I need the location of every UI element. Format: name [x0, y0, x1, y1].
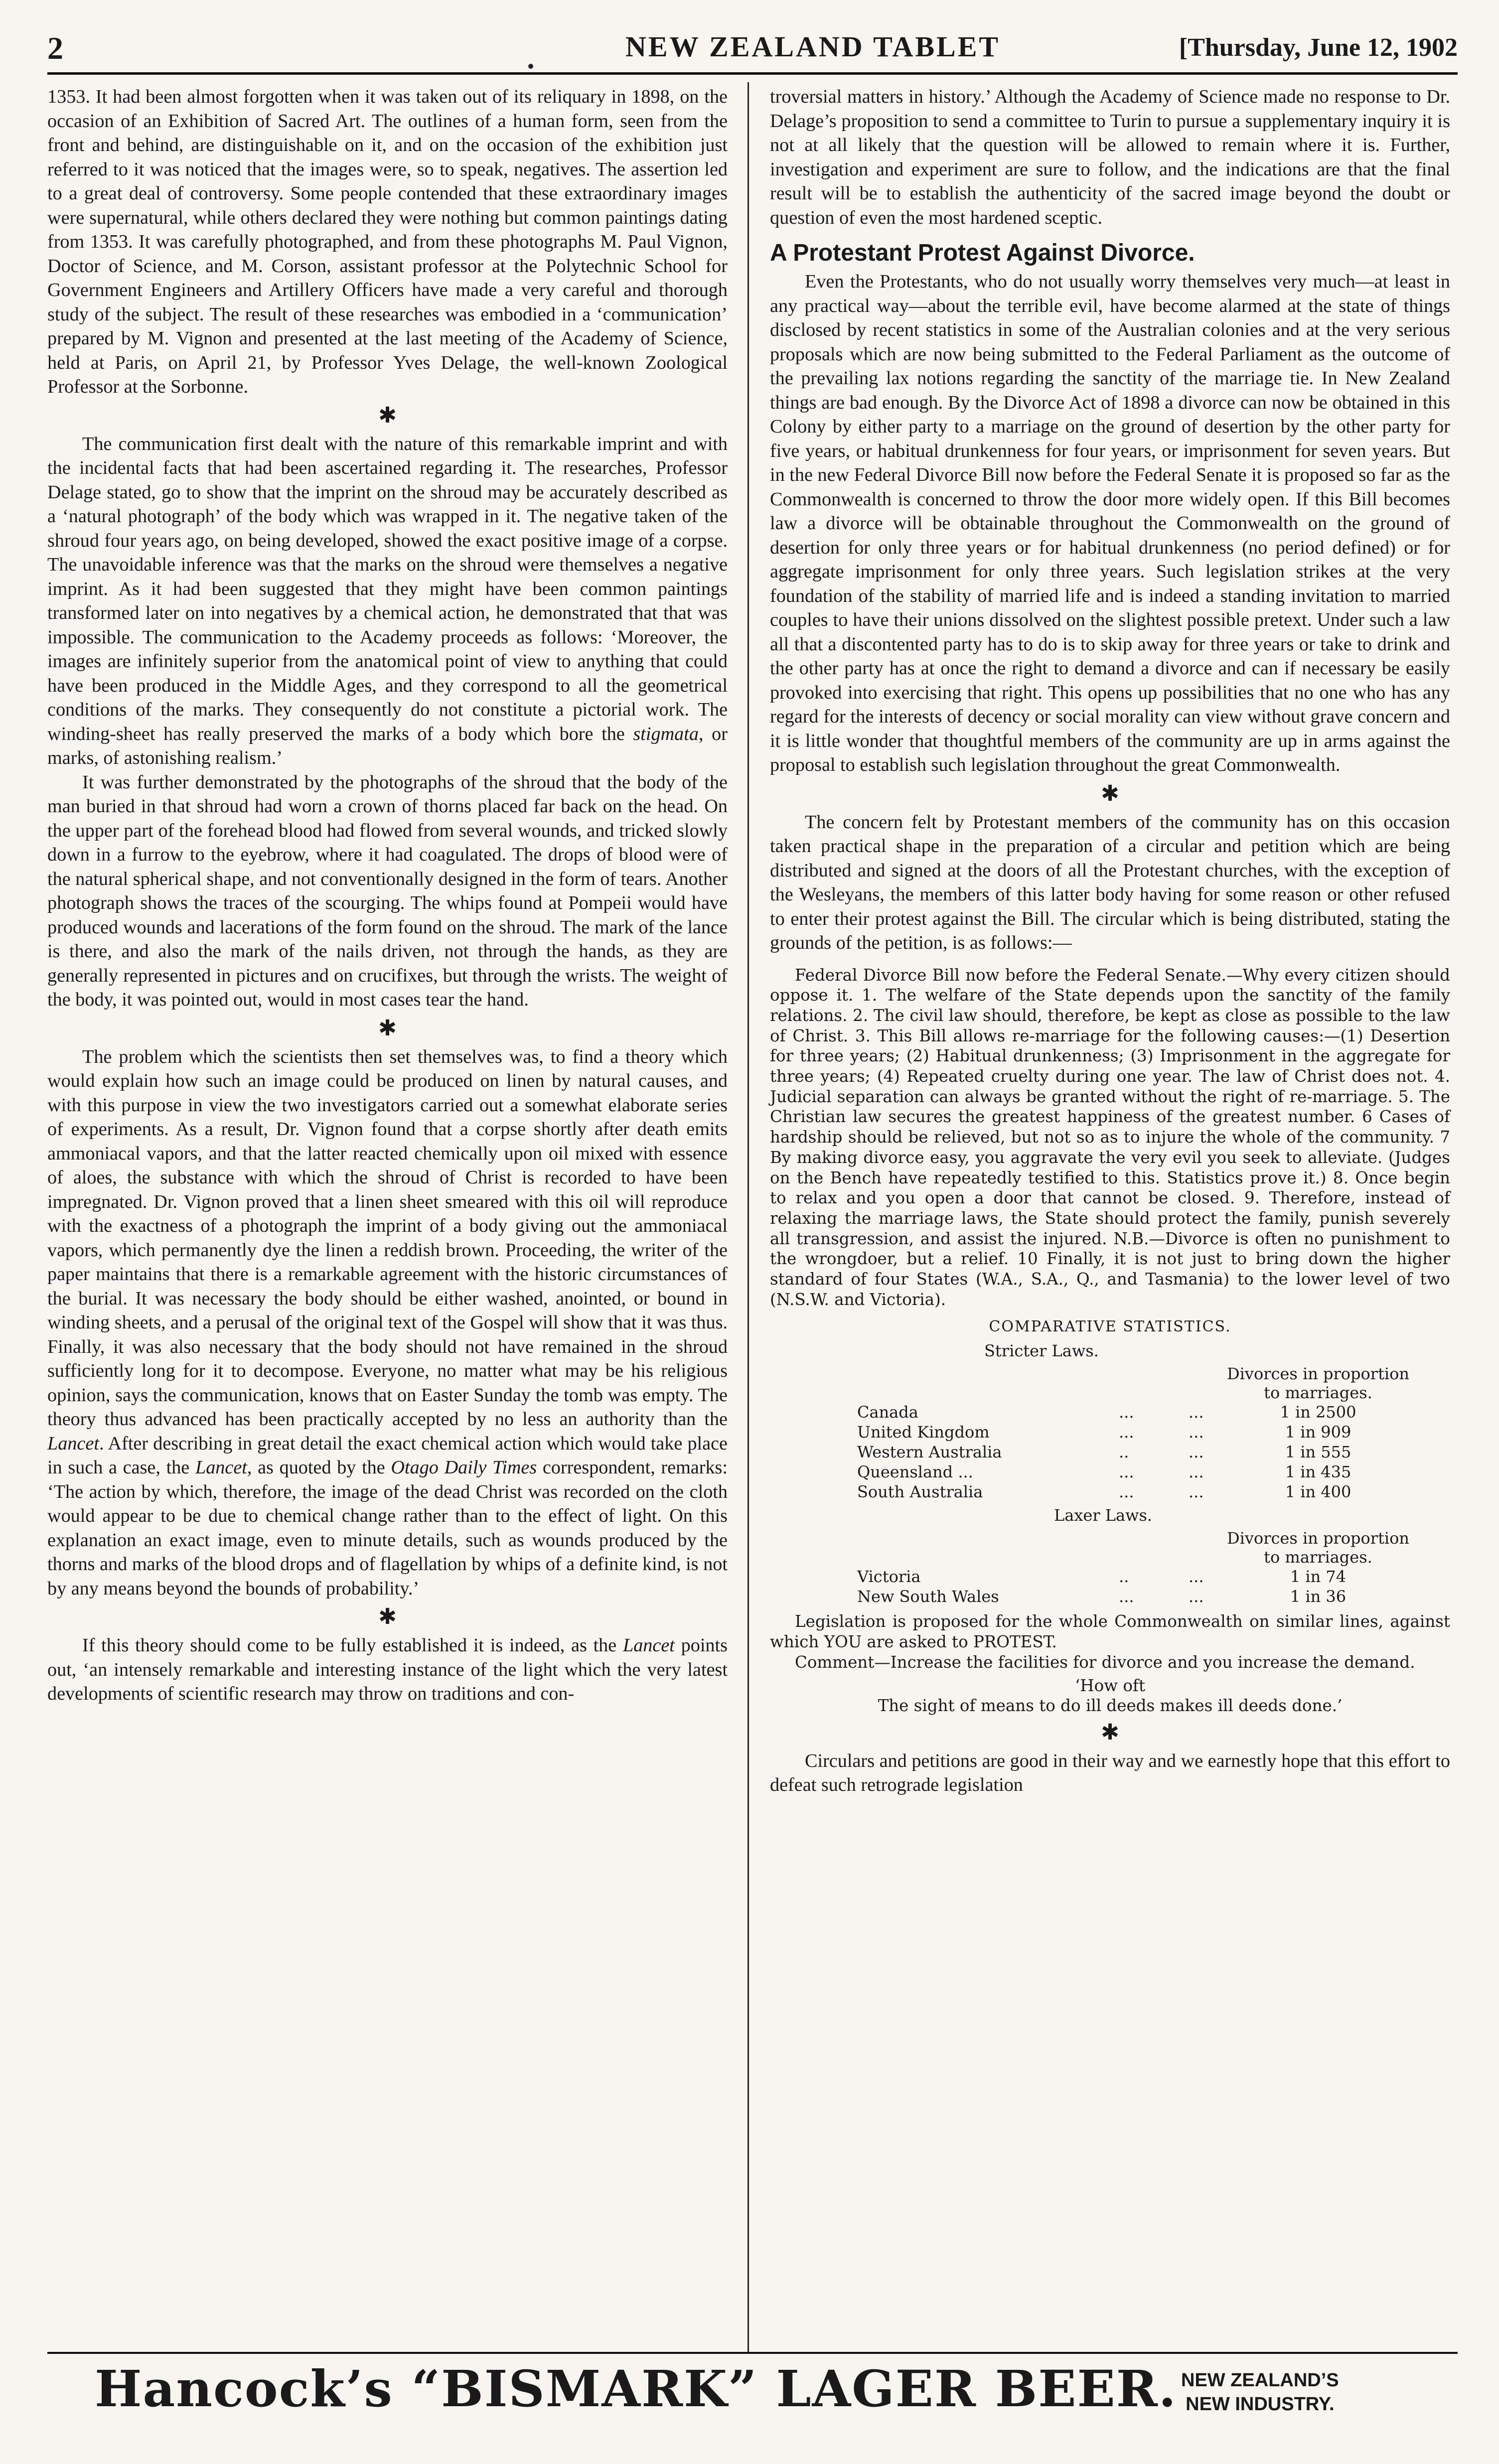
stats-dots: ... — [1189, 1443, 1204, 1462]
emphasis: Lancet — [195, 1457, 247, 1478]
laxer-rows — [770, 1567, 1450, 1606]
stats-ratio: 1 in 555 — [1285, 1443, 1351, 1462]
after-stats-1: Legislation is proposed for the whole Commonwealth on similar lines, against which YOU are asked to PROTEST. — [770, 1612, 1450, 1652]
left-paragraph-1: 1353. It had been almost forgotten when it was taken out of its reliquary in 1898, on the occasion of an Exhibition of Sacred Art. The outlines of a human form, seen from the front and behind, are distinguishable on it, and on the occasion of the exhibition just referred to it was noticed that the images were, so to speak, negatives. The assertion led to a great deal of controversy. Some people contended that these extraordinary images were supernatural, while others declared they were nothing but common paintings dating from 1353. It was carefully photographed, and from these photographs M. Paul Vignon, Doctor of Science, and M. Corson, assistant professor at the Polytechnic School for Government Engineers and Artillery Officers have made a very careful and thorough study of the subject. The result of these researches was embodied in a ‘communication’ prepared by M. Vignon and presented at the last meeting of the Academy of Science, held at Paris, on April 21, by Professor Yves Delage, the well-known Zoological Professor at the Sorbonne. — [47, 86, 728, 397]
page-number: 2 — [47, 30, 63, 66]
stats-dots: ... — [1119, 1423, 1134, 1442]
issue-date: [Thursday, June 12, 1902 — [1179, 33, 1458, 62]
advertisement-tagline: NEW ZEALAND’S NEW INDUSTRY. — [1181, 2370, 1339, 2415]
page-header — [47, 30, 1458, 85]
stats-dots: ... — [1119, 1587, 1134, 1606]
emphasis: Lancet — [622, 1635, 675, 1656]
stats-row — [770, 1482, 1450, 1502]
laxer-laws-label: Laxer Laws. — [1054, 1506, 1153, 1525]
stats-dots: ... — [1189, 1567, 1204, 1587]
stats-ratio: 1 in 435 — [1285, 1462, 1351, 1482]
stats-dots: ... — [1119, 1403, 1134, 1422]
right-paragraph-2: Even the Protestants, who do not usually worry themselves very much—at least in any practical way—about the terrible evil, have become alarmed at the state of things disclosed by recent statistics in some of the Australian colonies and at the very serious proposals which are now being submitted to the Federal Parliament as the outcome of the prevailing lax notions regarding the sanctity of the marriage tie. In New Zealand things are bad enough. By the Divorce Act of 1898 a divorce can now be obtained in this Colony by either party to a marriage on the ground of desertion by the other party for five years, or habitual drunkenness for four years, or imprisonment for seven years. But in the new Federal Divorce Bill now before the Federal Senate it is proposed so far as the Commonwealth is concerned to throw the door more widely open. If this Bill becomes law a divorce will be obtainable throughout the Commonwealth on the ground of desertion for only three years or for habitual drunkenness (no period defined) or for aggregate imprisonment for only three years. Such legislation strikes at the very foundation of the stability of married life and is indeed a standing invitation to married couples to have their unions dissolved on the slightest possible pretext. Under such a law all that a discontented party has to do is to skip away for three years or take to drink and the other party has at once the right to demand a divorce and can if necessary be easily provoked into exercising that right. This opens up possibilities that no one who has any regard for the interests of decency or social morality can view without grave concern and it is little wonder that thoughtful members of the community are up in arms against the proposal to establish such legislation throughout the great Commonwealth. — [770, 271, 1450, 775]
left-column — [47, 85, 728, 1706]
left-paragraph-2: The communication first dealt with the nature of this remarkable imprint and with the incidental facts that had been ascertained regarding it. The researches, Professor Delage stated, go to show that the imprint on the shroud may be accurately described as a ‘natural photograph’ of the body which was wrapped in it. The negative taken of the shroud four years ago, on being developed, showed the exact positive image of a corpse. The unavoidable inference was that the marks on the shroud were themselves a negative imprint. As it had been suggested that they might have been common paintings transformed later on into negatives by a chemical action, he demonstrated that that was impossible. The communication to the Academy proceeds as follows: ‘Moreover, the images are infinitely superior from the anatomical point of view to anything that could have been produced in the Middle Ages, and they correspond to all the geometrical conditions of the marks. They consequently do not constitute a pictorial work. The winding-sheet has really preserved the marks of a body which bore the stigmata, or marks, of astonishing realism.’ — [47, 433, 728, 768]
left-paragraph-5: If this theory should come to be fully established it is indeed, as the Lancet points out, ‘an intensely remarkable and interesting instance of the light which the very latest developments of scientific research may throw on traditions and con- — [47, 1635, 728, 1704]
emphasis: Otago Daily Times — [391, 1457, 537, 1478]
left-paragraph-3: It was further demonstrated by the photographs of the shroud that the body of the man buried in that shroud had worn a crown of thorns placed far back on the head. On the upper part of the forehead blood had flowed from several wounds, and tricked slowly down in a furrow to the eyebrow, where it had coagulated. The drops of blood were of the natural spherical shape, and not conventionally designed in the form of tears. Another photograph shows the traces of the scourging. The whips found at Pompeii would have produced wounds and lacerations of the form found on the shroud. The mark of the lance is there, and also the mark of the nails driven, not through the hands, as they are generally represented in pictures and on crucifixes, but through the wrists. The weight of the body, it was pointed out, would in most cases tear the hand. — [47, 771, 728, 1010]
stats-row — [770, 1462, 1450, 1482]
stats-country: United Kingdom — [857, 1423, 990, 1442]
stats-dots: ... — [1189, 1587, 1204, 1606]
stats-ratio: 1 in 400 — [1285, 1482, 1351, 1502]
stricter-laws-label: Stricter Laws. — [984, 1341, 1099, 1361]
footer-rule — [47, 2352, 1458, 2354]
statistics-table — [770, 1316, 1450, 1606]
left-paragraph-4: The problem which the scientists then set themselves was, to find a theory which would explain how such an image could be produced on linen by natural causes, and with this purpose in view the two investigators carried out a somewhat elaborate series of experiments. As a result, Dr. Vignon found that a corpse shortly after death emits ammoniacal vapors, and that the latter reacted chemically upon oil mixed with essence of aloes, the substance with which the shroud of Christ is recorded to have been impregnated. Dr. Vignon proved that a linen sheet smeared with this oil will reproduce with the exactness of a photograph the imprint of a body giving out the ammoniacal vapors, which permanently dye the linen a reddish brown. Proceeding, the writer of the paper maintains that there is a remarkable agreement with the historic circumstances of the burial. It was necessary the body should be either washed, anointed, or bound in winding sheets, and a perusal of the original text of the Gospel will show that it was thus. Finally, it was also necessary that the body should not have remained in the shroud sufficiently long for it to decompose. Everyone, no matter what may be his religious opinion, says the communication, knows that on Easter Sunday the tomb was empty. The theory thus advanced has been practically accepted by no less an authority than the Lancet. After describing in great detail the exact chemical action which would take place in such a case, the Lancet, as quoted by the Otago Daily Times correspondent, remarks: ‘The action by which, therefore, the image of the dead Christ was recorded on the cloth would appear to be due to chemical change rather than to the effect of light. On this explanation an exact image, even to minute details, such as wounds produced by the thorns and marks of the blood drops and of flagellation by whips of a definite kind, is not by any means beyond the bounds of probability.’ — [47, 1046, 728, 1599]
stats-dots: ... — [1119, 1462, 1134, 1482]
quote-line-2: The sight of means to do ill deeds makes ill deeds done.’ — [878, 1696, 1343, 1716]
stats-row — [770, 1587, 1450, 1606]
stats-dots: ... — [1189, 1482, 1204, 1502]
emphasis: Lancet — [47, 1433, 99, 1454]
stats-dots: ... — [1189, 1403, 1204, 1422]
column-separator — [748, 82, 749, 2352]
stats-ratio: 1 in 909 — [1285, 1423, 1351, 1442]
stricter-rows — [770, 1402, 1450, 1502]
stats-title: COMPARATIVE STATISTICS. — [989, 1318, 1231, 1336]
stats-row — [770, 1567, 1450, 1587]
section-star: ✱ — [1101, 1720, 1119, 1744]
stats-country: South Australia — [857, 1482, 983, 1502]
emphasis: stigmata — [633, 723, 699, 744]
stats-dots: .. — [1119, 1567, 1129, 1587]
stats-dots: .. — [1119, 1443, 1129, 1462]
stats-country: Victoria — [857, 1567, 921, 1587]
header-rule — [47, 72, 1458, 75]
right-paragraph-1: troversial matters in history.’ Although the Academy of Science made no response to Dr. Delage’s proposition to send a committee to Turin to pursue a supplementary inquiry it is not at all likely that the question will be allowed to remain where it is. Further, investigation and experiment are sure to follow, and the indications are that the final result will be to establish the authenticity of the sacred image beyond the doubt or question of even the most hardened sceptic. — [770, 86, 1450, 228]
newspaper-title: NEW ZEALAND TABLET — [625, 30, 1001, 63]
section-star: ✱ — [378, 403, 397, 428]
quote-line-1: ‘How oft — [1074, 1676, 1146, 1695]
stats-country: New South Wales — [857, 1587, 999, 1606]
after-stats-2: Comment—Increase the facilities for divorce and you increase the demand. — [795, 1652, 1415, 1672]
stats-dots: ... — [1189, 1462, 1204, 1482]
advertisement-text: Hancock’s “BISMARK” LAGER BEER. — [95, 2359, 1177, 2418]
right-paragraph-3: The concern felt by Protestant members of the community has on this occasion taken practical shape in the preparation of a circular and petition which are being distributed and signed at the doors of all the Protestant churches, with the exception of the Wesleyans, the members of this latter body having for some reason or other refused to enter their protest against the Bill. The circular which is being distributed, stating the grounds of the petition, is as follows:— — [770, 811, 1450, 953]
advertisement-footer — [95, 2359, 1440, 2439]
section-star: ✱ — [1101, 781, 1119, 806]
stats-column-header: Divorces in proportion to marriages. — [1226, 1364, 1410, 1403]
stats-dots: ... — [1189, 1423, 1204, 1442]
header-dot — [528, 64, 533, 69]
right-column — [770, 85, 1450, 1797]
stats-column-header: Divorces in proportion to marriages. — [1226, 1529, 1410, 1567]
stats-row — [770, 1422, 1450, 1442]
section-star: ✱ — [378, 1604, 397, 1629]
stats-ratio: 1 in 2500 — [1280, 1403, 1356, 1422]
stats-country: Canada — [857, 1403, 918, 1422]
stats-country: Queensland ... — [857, 1462, 973, 1482]
stats-row — [770, 1402, 1450, 1422]
stats-ratio: 1 in 74 — [1290, 1567, 1347, 1587]
stats-country: Western Australia — [857, 1443, 1002, 1462]
stats-dots: ... — [1119, 1482, 1134, 1502]
circular-text: Federal Divorce Bill now before the Federal Senate.—Why every citizen should oppose it. 1. The welfare of the State depends upon the sanctity of the family relations. 2. The civil law should, therefore, be kept as close as possible to the law of Christ. 3. This Bill allows re-marriage for the following causes:—(1) Desertion for three years; (2) Habitual drunkenness; (3) Imprisonment in the aggregate for three years; (4) Repeated cruelty during one year. The law of Christ does not. 4. Judicial separation can always be granted without the right of re-marriage. 5. The Christian law secures the greatest happiness of the greatest number. 6 Cases of hardship should be relieved, but not so as to injure the whole of the community. 7 By making divorce easy, you aggravate the very evil you seek to alleviate. (Judges on the Bench have repeatedly testified to this. Statistics prove it.) 8. Once begin to relax and you open a door that cannot be closed. 9. Therefore, instead of relaxing the marriage laws, the State should protect the family, punish severely all transgression, and assist the injured. N.B.—Divorce is often no punishment to the wrongdoer, but a relief. 10 Finally, it is not just to bring down the higher standard of four States (W.A., S.A., Q., and Tasmania) to the lower level of two (N.S.W. and Victoria). — [770, 965, 1450, 1309]
stats-ratio: 1 in 36 — [1290, 1587, 1347, 1606]
article-heading: A Protestant Protest Against Divorce. — [770, 240, 1195, 266]
stats-row — [770, 1442, 1450, 1462]
section-star: ✱ — [378, 1015, 397, 1040]
right-paragraph-4: Circulars and petitions are good in their way and we earnestly hope that this effort to defeat such retrograde legislation — [770, 1750, 1450, 1796]
